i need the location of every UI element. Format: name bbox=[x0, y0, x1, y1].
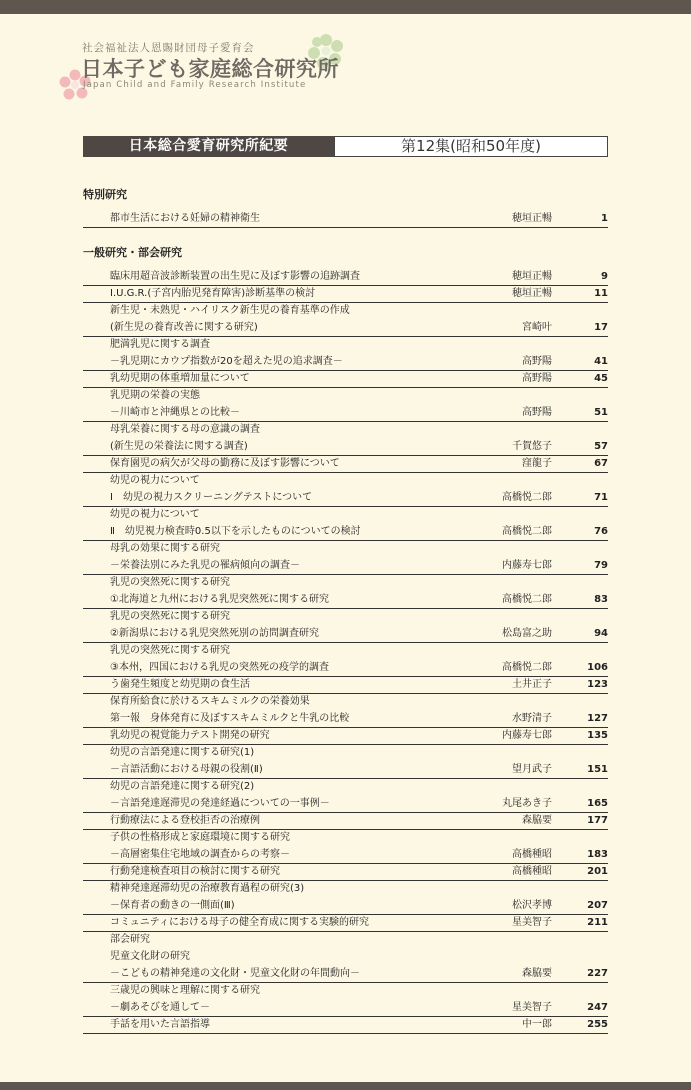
toc-entry[interactable] bbox=[83, 370, 608, 388]
toc-entry-author: 松島富之助 bbox=[502, 628, 552, 639]
toc-entry-title: 幼児の言語発達に関する研究(2) bbox=[110, 781, 255, 792]
toc-entry-title: Ⅱ 幼児視力検査時0.5以下を示したものについての検討 bbox=[110, 526, 361, 537]
toc-entry-author: 高橋種昭 bbox=[512, 866, 552, 877]
toc-entry-page: 45 bbox=[594, 373, 608, 384]
toc-entry-title: ①北海道と九州における乳児突然死に関する研究 bbox=[110, 594, 329, 605]
toc-entry-line bbox=[83, 268, 608, 286]
institute-name: 日本子ども家庭総合研究所 bbox=[81, 57, 339, 81]
toc-entry-author: 水野清子 bbox=[512, 713, 552, 724]
toc-entry-page: 207 bbox=[587, 900, 608, 911]
toc-entry-title: －高層密集住宅地域の調査からの考察－ bbox=[110, 849, 290, 860]
journal-issue: 第12集(昭和50年度) bbox=[334, 136, 608, 157]
toc-entry-line bbox=[83, 829, 608, 846]
toc-entry-page: 135 bbox=[587, 730, 608, 741]
toc-entry-title: －こどもの精神発達の文化財・児童文化財の年間動向－ bbox=[110, 968, 360, 979]
toc-entry[interactable] bbox=[83, 744, 608, 779]
toc-entry-title: －川崎市と沖縄県との比較－ bbox=[110, 407, 240, 418]
toc-entry-author: 高橋悦二郎 bbox=[502, 662, 552, 673]
toc-entry-author: 土井正子 bbox=[512, 679, 552, 690]
toc-entry-title: 三歳児の興味と理解に関する研究 bbox=[110, 985, 260, 996]
toc-entry-author: 高野陽 bbox=[522, 356, 552, 367]
toc-entry-line bbox=[83, 846, 608, 864]
toc-entry-author: 穂垣正暢 bbox=[512, 288, 552, 299]
toc-entry-author: 望月武子 bbox=[512, 764, 552, 775]
toc-entry-author: 内藤寿七郎 bbox=[502, 560, 552, 571]
toc-entry-title: 保育園児の病欠が父母の勤務に及ぼす影響について bbox=[110, 458, 340, 469]
toc-entry-title: －劇あそびを通して－ bbox=[110, 1002, 210, 1013]
toc-entry-title: 第一報 身体発育に及ぼすスキムミルクと牛乳の比較 bbox=[110, 713, 350, 724]
toc-entry-page: 41 bbox=[594, 356, 608, 367]
toc-entry-title: Ⅰ 幼児の視力スクリーニングテストについて bbox=[110, 492, 313, 503]
toc-entry-line bbox=[83, 591, 608, 609]
institute-header bbox=[60, 37, 380, 107]
toc-entry-line bbox=[83, 370, 608, 388]
toc-entry-title: －保育者の動きの一側面(Ⅲ) bbox=[110, 900, 235, 911]
toc-entry-page: 11 bbox=[594, 288, 608, 299]
toc-entry-line bbox=[83, 523, 608, 541]
toc-entry-title: 子供の性格形成と家庭環境に関する研究 bbox=[110, 832, 290, 843]
bottom-border-bar bbox=[0, 1082, 691, 1090]
organization-name: 社会福祉法人恩賜財団母子愛育会 bbox=[82, 42, 255, 54]
toc-entry-author: 中一郎 bbox=[522, 1019, 552, 1030]
toc-entry[interactable] bbox=[83, 829, 608, 864]
toc-entry-line bbox=[83, 982, 608, 999]
toc-entry-title: －乳児期にカウプ指数が20を超えた児の追求調査－ bbox=[110, 356, 343, 367]
toc-entry-title: 精神発達遅滞幼児の治療教育過程の研究(3) bbox=[110, 883, 305, 894]
toc-entry-title: 乳児の突然死に関する研究 bbox=[110, 645, 230, 656]
toc-entry-page: 94 bbox=[594, 628, 608, 639]
toc-entry-title: 幼児の視力について bbox=[110, 475, 200, 486]
toc-entry-author: 高野陽 bbox=[522, 373, 552, 384]
toc-entry[interactable] bbox=[83, 676, 608, 694]
toc-entry-title: 行動発達検査項目の検討に関する研究 bbox=[110, 866, 280, 877]
toc-entry-title: 手話を用いた言語指導 bbox=[110, 1019, 210, 1030]
toc-entry-line bbox=[83, 795, 608, 813]
toc-entry-line bbox=[83, 659, 608, 677]
toc-entry[interactable] bbox=[83, 778, 608, 813]
toc-entry-line bbox=[83, 965, 608, 983]
toc-entry[interactable] bbox=[83, 336, 608, 371]
toc-entry-page: 165 bbox=[587, 798, 608, 809]
toc-entry-page: 177 bbox=[587, 815, 608, 826]
toc-entry-line bbox=[83, 489, 608, 507]
toc-entry-title: 肥満乳児に関する調査 bbox=[110, 339, 210, 350]
institute-name-english: Japan Child and Family Research Institute bbox=[83, 80, 307, 90]
toc-entry[interactable] bbox=[83, 1016, 608, 1034]
toc-entry-author: 高橋種昭 bbox=[512, 849, 552, 860]
toc-entry-line bbox=[83, 387, 608, 404]
toc-entry-line bbox=[83, 438, 608, 456]
toc-entry-page: 211 bbox=[587, 917, 608, 928]
toc-entry-title: 乳幼児期の体重増加量について bbox=[110, 373, 250, 384]
toc-entry-line bbox=[83, 914, 608, 932]
toc-entry-page: 71 bbox=[594, 492, 608, 503]
toc-entry-title: コミュニティにおける母子の健全育成に関する実験的研究 bbox=[110, 917, 369, 928]
toc-entry-title: 行動療法による登校拒否の治療例 bbox=[110, 815, 260, 826]
toc-entry[interactable] bbox=[83, 608, 608, 643]
toc-entry-title: 乳児の突然死に関する研究 bbox=[110, 577, 230, 588]
toc-entry-title: 臨床用超音波診断装置の出生児に及ぼす影響の追跡調査 bbox=[110, 271, 360, 282]
toc-entry-page: 106 bbox=[587, 662, 608, 673]
toc-entry-author: 高橋悦二郎 bbox=[502, 492, 552, 503]
toc-entry-line bbox=[83, 812, 608, 830]
toc-entry-title: 幼児の視力について bbox=[110, 509, 200, 520]
toc-entry-author: 穂垣正暢 bbox=[512, 213, 552, 224]
toc-entry-line bbox=[83, 880, 608, 897]
toc-entry-title: (新生児の養育改善に関する研究) bbox=[110, 322, 258, 333]
toc-entry-title: う歯発生頻度と幼児期の食生活 bbox=[110, 679, 250, 690]
toc-entry-page: 57 bbox=[594, 441, 608, 452]
toc-entry-page: 79 bbox=[594, 560, 608, 571]
toc-entry-line bbox=[83, 472, 608, 489]
toc-entry[interactable] bbox=[83, 421, 608, 456]
toc-entry-line bbox=[83, 404, 608, 422]
toc-entry-line bbox=[83, 302, 608, 319]
toc-entry-line bbox=[83, 574, 608, 591]
toc-entry-title: 幼児の言語発達に関する研究(1) bbox=[110, 747, 255, 758]
toc-entry-author: 窪龍子 bbox=[522, 458, 552, 469]
toc-entry-page: 227 bbox=[587, 968, 608, 979]
toc-entry-page: 151 bbox=[587, 764, 608, 775]
toc-entry[interactable] bbox=[83, 931, 608, 983]
toc-entry-title: I.U.G.R.(子宮内胎児発育障害)診断基準の検討 bbox=[110, 288, 316, 299]
toc-entry[interactable] bbox=[83, 455, 608, 473]
toc-entry-page: 247 bbox=[587, 1002, 608, 1013]
toc-entry[interactable] bbox=[83, 574, 608, 609]
toc-entry[interactable] bbox=[83, 880, 608, 915]
toc-entry-title: 児童文化財の研究 bbox=[110, 951, 190, 962]
toc-entry-line bbox=[83, 948, 608, 965]
toc-entry-title: －言語活動における母親の役割(Ⅱ) bbox=[110, 764, 263, 775]
journal-title: 日本総合愛育研究所紀要 bbox=[83, 136, 334, 157]
toc-entry-line bbox=[83, 421, 608, 438]
toc-entry-line bbox=[83, 319, 608, 337]
toc-entry-line bbox=[83, 727, 608, 745]
toc-entry-line bbox=[83, 999, 608, 1017]
toc-entry[interactable] bbox=[83, 285, 608, 303]
toc-entry[interactable] bbox=[83, 642, 608, 677]
toc-entry[interactable] bbox=[83, 540, 608, 575]
toc-entry-page: 201 bbox=[587, 866, 608, 877]
toc-entry-page: 83 bbox=[594, 594, 608, 605]
toc-entry-line bbox=[83, 353, 608, 371]
toc-entry-page: 9 bbox=[601, 271, 608, 282]
toc-entry-page: 123 bbox=[587, 679, 608, 690]
toc-entry-line bbox=[83, 693, 608, 710]
toc-entry[interactable] bbox=[83, 210, 608, 228]
toc-entry-page: 1 bbox=[601, 213, 608, 224]
toc-entry[interactable] bbox=[83, 863, 608, 881]
toc-entry-author: 星美智子 bbox=[512, 917, 552, 928]
toc-entry-title: 保育所給食に於けるスキムミルクの栄養効果 bbox=[110, 696, 310, 707]
toc-entry-author: 穂垣正暢 bbox=[512, 271, 552, 282]
toc-entry[interactable] bbox=[83, 982, 608, 1017]
toc-entry-title: 母乳栄養に関する母の意識の調査 bbox=[110, 424, 260, 435]
toc-entry-line bbox=[83, 625, 608, 643]
toc-entry-author: 高野陽 bbox=[522, 407, 552, 418]
toc-entry-line bbox=[83, 557, 608, 575]
toc-entry-author: 丸尾あき子 bbox=[502, 798, 552, 809]
toc-entry[interactable] bbox=[83, 727, 608, 745]
toc-entry-page: 17 bbox=[594, 322, 608, 333]
toc-entry-line bbox=[83, 210, 608, 228]
toc-entry-page: 76 bbox=[594, 526, 608, 537]
toc-entry[interactable] bbox=[83, 506, 608, 541]
journal-title-row bbox=[83, 136, 608, 158]
toc-entry-title: 母乳の効果に関する研究 bbox=[110, 543, 220, 554]
toc-entry-title: ②新潟県における乳児突然死別の訪問調査研究 bbox=[110, 628, 319, 639]
toc-entry-title: 乳児の突然死に関する研究 bbox=[110, 611, 230, 622]
toc-entry-line bbox=[83, 608, 608, 625]
toc-entry-title: 乳児期の栄養の実態 bbox=[110, 390, 200, 401]
toc-entry-line bbox=[83, 540, 608, 557]
toc-entry-author: 内藤寿七郎 bbox=[502, 730, 552, 741]
toc-entry-author: 森脇要 bbox=[522, 815, 552, 826]
toc-entry[interactable] bbox=[83, 387, 608, 422]
toc-entry-title: (新生児の栄養法に関する調査) bbox=[110, 441, 248, 452]
toc-entry[interactable] bbox=[83, 268, 608, 286]
toc-entry-page: 255 bbox=[587, 1019, 608, 1030]
toc-entry-title: －言語発達遅滞児の発達経過についての一事例－ bbox=[110, 798, 330, 809]
toc-entry-author: 高橋悦二郎 bbox=[502, 526, 552, 537]
toc-entry-line bbox=[83, 455, 608, 473]
section-heading: 一般研究・部会研究 bbox=[83, 246, 182, 259]
toc-entry-line bbox=[83, 1016, 608, 1034]
toc-entry[interactable] bbox=[83, 914, 608, 932]
toc-entry-page: 127 bbox=[587, 713, 608, 724]
toc-entry-author: 千賀悠子 bbox=[512, 441, 552, 452]
section-heading: 特別研究 bbox=[83, 188, 127, 201]
toc-entry-title: 都市生活における妊婦の精神衛生 bbox=[110, 213, 260, 224]
toc-entry-line bbox=[83, 897, 608, 915]
toc-entry[interactable] bbox=[83, 472, 608, 507]
toc-entry-line bbox=[83, 744, 608, 761]
toc-entry-line bbox=[83, 761, 608, 779]
toc-entry-line bbox=[83, 778, 608, 795]
toc-entry[interactable] bbox=[83, 812, 608, 830]
toc-entry-page: 183 bbox=[587, 849, 608, 860]
toc-entry-title: 部会研究 bbox=[110, 934, 150, 945]
toc-entry-line bbox=[83, 506, 608, 523]
toc-entry-author: 宮崎叶 bbox=[522, 322, 552, 333]
toc-entry-line bbox=[83, 931, 608, 948]
toc-entry-line bbox=[83, 863, 608, 881]
toc-entry-line bbox=[83, 676, 608, 694]
toc-entry-line bbox=[83, 710, 608, 728]
toc-entry-title: －栄養法別にみた乳児の罹病傾向の調査－ bbox=[110, 560, 300, 571]
toc-entry-line bbox=[83, 336, 608, 353]
toc-entry[interactable] bbox=[83, 693, 608, 728]
toc-entry-author: 森脇要 bbox=[522, 968, 552, 979]
toc-entry-author: 星美智子 bbox=[512, 1002, 552, 1013]
toc-entry-author: 松沢孝博 bbox=[512, 900, 552, 911]
toc-entry-title: 新生児・未熟児・ハイリスク新生児の養育基準の作成 bbox=[110, 305, 350, 316]
toc-entry-page: 51 bbox=[594, 407, 608, 418]
toc-entry-title: ③本州，四国における乳児の突然死の疫学的調査 bbox=[110, 662, 329, 673]
top-border-bar bbox=[0, 0, 691, 14]
toc-entry-page: 67 bbox=[594, 458, 608, 469]
toc-entry[interactable] bbox=[83, 302, 608, 337]
toc-entry-author: 高橋悦二郎 bbox=[502, 594, 552, 605]
toc-entry-line bbox=[83, 285, 608, 303]
toc-entry-title: 乳幼児の視覚能力テスト開発の研究 bbox=[110, 730, 270, 741]
toc-entry-line bbox=[83, 642, 608, 659]
